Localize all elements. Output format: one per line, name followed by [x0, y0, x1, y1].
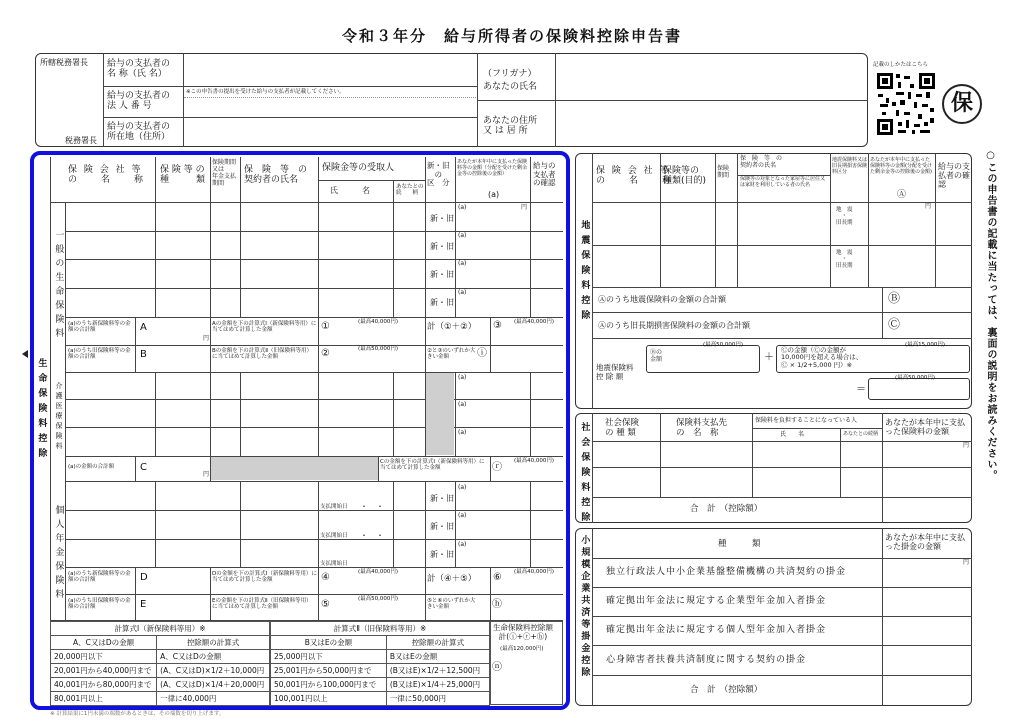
row-e-letter: E	[140, 599, 147, 610]
quake-c-formula: Ⓒの金額（Ⓒの金額が 10,000円を超える場合は、 Ⓒ × 1/2+5,000 円）※	[781, 346, 863, 369]
pension-a-2: (a)	[458, 512, 467, 519]
table-row	[51, 650, 270, 664]
c6-mark: ⑥	[493, 572, 502, 583]
f2-r2-c0: 50,001円から100,000円まで	[271, 678, 387, 692]
f1-r2-c0: 40,001円から80,000円まで	[51, 678, 157, 692]
social-col-paid: あなたが本年中に支払った保険料の金額	[885, 418, 965, 437]
quake-section-label: 地震保険料控除	[579, 220, 590, 325]
newold-p1[interactable]: 新・旧	[430, 494, 454, 503]
f1-r1-c1: (A、C又はD)×1/2＋10,000円	[157, 664, 270, 678]
circ-ha: ⓗ	[492, 599, 502, 610]
row-b-calc: Bの金額を下の計算式Ⅱ（旧保険料等用）に当てはめて計算した金額	[212, 348, 312, 361]
quake-mark-c: Ⓒ	[888, 317, 901, 331]
page-title: 令和３年分 給与所得者の保険料控除申告書	[341, 27, 682, 45]
row-a-calc: Aの金額を下の計算式Ⅰ（新保険料等用）に当てはめて計算した金額	[212, 321, 317, 334]
f1-head-2: 控除額の計算式	[157, 636, 270, 650]
quake-col-paid-mark: Ⓐ	[897, 190, 907, 200]
life-col-recipient: 保険金等の受取人	[322, 163, 395, 173]
formula1-table	[50, 621, 270, 706]
life-footnote: ※ 計算結果に1円未満の端数があるときは、その端数を切り上げます。	[50, 711, 225, 717]
your-name-label: あなたの氏名	[483, 82, 538, 92]
table-row	[271, 650, 490, 664]
f2-r0-c0: 25,000円以下	[271, 650, 387, 664]
life-total-label: 生命保険料控除額 計(ⓘ+ⓡ+ⓗ)	[493, 623, 553, 641]
small-biz-yen: 円	[963, 559, 970, 566]
c3-max: (最高40,000円)	[514, 319, 555, 325]
a-mark-r2: (a)	[458, 232, 467, 239]
row-c-label: (a)の金額の合計額	[68, 464, 115, 470]
c-max: (最高40,000円)	[514, 458, 555, 464]
quake-col-object: 保険等の対象となった家屋等に居住又は家財を利用している者の氏名	[740, 176, 826, 188]
f1-r1-c0: 20,001円から40,000円まで	[51, 664, 157, 678]
care-a-1: (a)	[458, 374, 467, 381]
small-biz-col-paid: あなたが本年中に支払った掛金の金額	[885, 533, 965, 552]
care-label: 介護医療保険料	[55, 382, 64, 452]
pension-a-1: (a)	[458, 484, 467, 491]
newold-r3[interactable]: 新・旧	[430, 270, 454, 279]
life-col-relation: あなたとの 続 柄	[396, 184, 424, 197]
qr-caption: 記載のしかたはこちら	[873, 62, 929, 68]
furigana-label: （フリガナ）	[483, 69, 537, 79]
c3-mark: ③	[493, 320, 502, 331]
small-biz-item-2: 確定拠出年金法に規定する企業型年金加入者掛金	[606, 596, 827, 606]
life-col-paid: あなたが本年中に支払った保険料等の金額（分配を受けた剰余金等の控除後の金額）	[457, 159, 528, 177]
qr-code-icon[interactable]	[876, 72, 936, 136]
f1-r0-c0: 20,000円以下	[51, 650, 157, 664]
row-d-calc: Dの金額を下の計算式Ⅰ（新保険料等用）に当てはめて計算した金額	[212, 571, 317, 584]
row-d-label: (a)のうち新保険料等の金額の合計額	[68, 571, 131, 584]
row-a-label: (a)のうち新保険料等の金額の合計額	[68, 321, 131, 334]
c4-max: (最高40,000円)	[358, 569, 399, 575]
quake-col-paid: あなたが本年中に支払った保険料等の金額(分配を受けた剰余金等の控除後の金額)	[870, 157, 932, 175]
quake-c-max: (最高15,000円)	[905, 342, 946, 348]
payer-address-label: 給与の支払者の 所在地（住所）	[107, 122, 171, 143]
payer-number-field[interactable]	[184, 97, 476, 116]
quake-deduction-label: 地震保険料 控 除 額	[596, 363, 634, 381]
pointer-arrow-icon	[22, 350, 28, 358]
formula2-table	[270, 621, 490, 706]
formula1-title: 計算式Ⅰ（新保険料等用）※	[51, 622, 270, 636]
c5-max: (最高50,000円)	[358, 596, 399, 602]
life-col-newold: 新・旧 の 区 分	[427, 161, 450, 188]
row-b-label: (a)のうち旧保険料等の金額の合計額	[68, 348, 131, 361]
quake-row-old: Ⓐのうち旧長期損害保険料の金額の合計額	[598, 321, 750, 330]
circ-ni: ⓝ	[492, 662, 502, 673]
f1-r3-c1: 一律に40,000円	[157, 692, 270, 706]
small-biz-section-label: 小規模企業共済等掛金控除	[579, 535, 590, 679]
f2-r3-c1: 一律に50,000円	[386, 692, 489, 706]
f1-head-1: A、C又はDの金額	[51, 636, 157, 650]
newold-r1[interactable]: 新・旧	[430, 214, 454, 223]
life-col-kind: 保 険 等 の 種 類	[160, 165, 206, 186]
care-a-3: (a)	[458, 429, 467, 436]
pension-date-2[interactable]: ・ ・	[360, 531, 384, 540]
pension-label: 個人年金保険料	[53, 505, 64, 603]
quake-col-kind: 保険等の 種類(目的)	[663, 166, 707, 187]
side-instruction-note: ○この申告書の記載に当たっては、裏面の説明をお読みください。	[985, 150, 996, 481]
quake-b-amount-box[interactable]	[646, 345, 760, 373]
quake-b-amount-label: Ⓑの 金額	[650, 349, 663, 363]
row-a-letter: A	[140, 322, 147, 333]
f2-r0-c1: B又はEの金額	[386, 650, 489, 664]
table-row	[51, 664, 270, 678]
quake-type-1[interactable]: 地 震 ・ 旧長期	[836, 207, 853, 226]
f1-r0-c1: A、C又はDの金額	[157, 650, 270, 664]
pension-start-3: 支払開始日	[320, 561, 348, 567]
quake-yen-1: 円	[925, 203, 932, 210]
seal-icon: 保	[942, 84, 982, 124]
a-mark-r3: (a)	[458, 260, 467, 267]
small-biz-item-1: 独立行政法人中小企業基盤整備機構の共済契約の掛金	[606, 567, 847, 577]
quake-col-contractor: 保 険 等 の 契約者の氏名	[740, 155, 783, 169]
pension-date-1[interactable]: ・ ・	[360, 502, 384, 511]
row-c-calc: Cの金額を下の計算式Ⅰ（新保険料等用）に当てはめて計算した金額	[380, 459, 485, 472]
f2-r1-c0: 25,001円から50,000円まで	[271, 664, 387, 678]
row-e-calc: Eの金額を下の計算式Ⅱ（旧保険料等用）に当てはめて計算した金額	[212, 598, 312, 611]
pension-start-1: 支払開始日	[320, 504, 348, 510]
a-mark-r1: (a)	[458, 204, 467, 211]
newold-p2[interactable]: 新・旧	[430, 522, 454, 531]
f1-r2-c1: (A、C又はD)×1/4＋20,000円	[157, 678, 270, 692]
life-col-period: 保険期間 又は 年金支払 期間	[212, 159, 237, 187]
small-biz-item-3: 確定拠出年金法に規定する個人型年金加入者掛金	[606, 625, 827, 635]
quake-total-max: (最高50,000円)	[895, 375, 936, 381]
quake-equals: ＝	[856, 384, 866, 395]
quake-row-quake: Ⓐのうち地震保険料の金額の合計額	[598, 295, 726, 304]
table-row	[271, 678, 490, 692]
social-col-name: 氏 名	[780, 431, 805, 438]
payer-number-note: ※この申告書の提出を受けた給与の支払者が記載してください。	[186, 89, 345, 95]
tax-office-suffix: 税務署長	[65, 136, 97, 145]
social-col-relation: あなたとの続柄	[843, 431, 879, 437]
c2-mark: ②	[321, 348, 330, 359]
quake-col-period: 保険 期間	[717, 165, 730, 179]
your-address-label: あなたの住所 又 は 居 所	[483, 116, 538, 137]
quake-col-company: 保 険 会 社 等 の 名 称	[596, 166, 674, 187]
sum12-label: 計（①＋②）	[427, 322, 477, 332]
c1-max: (最高40,000円)	[358, 319, 399, 325]
social-total: 合 計 （控除額）	[690, 504, 763, 514]
small-biz-total: 合 計 （控除額）	[690, 685, 763, 695]
c1-mark: ①	[321, 321, 330, 332]
tax-office-label: 所轄税務署長	[40, 58, 88, 67]
social-col-payee: 保険料支払先 の 名 称	[676, 418, 728, 438]
c4-mark: ④	[321, 572, 330, 583]
life-section-label: 生命保険料控除	[36, 358, 47, 463]
life-col-recipient-name: 氏 名	[330, 186, 370, 195]
f2-r2-c1: (B又はE)×1/4＋25,000円	[386, 678, 489, 692]
sum45-label: 計（④＋⑤）	[427, 574, 477, 584]
payer-address-field[interactable]	[184, 118, 476, 146]
f1-r3-c0: 80,001円以上	[51, 692, 157, 706]
f2-head-1: B又はEの金額	[271, 636, 387, 650]
f2-head-2: 控除額の計算式	[386, 636, 489, 650]
life-total-max: (最高120,000円)	[500, 646, 544, 652]
quake-mark-b: Ⓑ	[888, 291, 901, 305]
life-col-contractor: 保 険 等 の 契約者の氏名	[244, 165, 308, 186]
row-b-letter: B	[140, 349, 147, 360]
table-row	[271, 664, 490, 678]
table-row	[51, 692, 270, 706]
yen-r1: 円	[521, 204, 528, 211]
payer-name-field[interactable]	[184, 54, 476, 85]
circ-i: ⓘ	[477, 348, 487, 359]
care-a-2: (a)	[458, 401, 467, 408]
life-col-paid-a: (a)	[488, 190, 500, 199]
row-e-label: (a)のうち旧保険料等の金額の合計額	[68, 598, 131, 611]
small-biz-col-kind: 種 類	[718, 539, 761, 549]
general-life-label: 一般の生命保険料	[53, 230, 64, 342]
quake-col-type: 地震保険料又は旧長期損害保険料区分	[832, 157, 868, 175]
pension-a-3: (a)	[458, 541, 467, 548]
quake-type-2[interactable]: 地 震 ・ 旧長期	[836, 250, 853, 269]
row-c-yen: 円	[203, 471, 210, 478]
c2-max: (最高50,000円)	[358, 346, 399, 352]
c5-mark: ⑤	[321, 599, 330, 610]
social-yen: 円	[963, 442, 970, 449]
quake-b-max: (最高50,000円)	[703, 342, 744, 348]
newold-r2[interactable]: 新・旧	[430, 242, 454, 251]
row-a-yen: 円	[203, 335, 210, 342]
formula2-title: 計算式Ⅱ（旧保険料等用）※	[271, 622, 490, 636]
circ-ro: ⓡ	[492, 462, 502, 473]
c6-max: (最高40,000円)	[514, 569, 555, 575]
your-address-field[interactable]	[556, 101, 867, 146]
table-row	[271, 692, 490, 706]
small-biz-section	[575, 528, 972, 706]
newold-p3[interactable]: 新・旧	[430, 550, 454, 559]
your-name-field[interactable]	[556, 54, 867, 99]
social-col-kind: 社会保険 の 種 類	[605, 418, 640, 438]
f2-r3-c0: 100,001円以上	[271, 692, 387, 706]
pension-start-2: 支払開始日	[320, 533, 348, 539]
payer-name-label: 給与の支払者の 名 称（氏 名）	[107, 59, 171, 80]
newold-r4[interactable]: 新・旧	[430, 298, 454, 307]
social-section-label: 社会保険料控除	[579, 422, 590, 527]
life-col-payer-confirm: 給与の支払者の確認	[533, 161, 556, 188]
social-col-burden: 保険料を負担することになっている人	[755, 417, 858, 424]
life-col-company: 保 険 会 社 等 の 名 称	[68, 165, 146, 186]
quake-plus: ＋	[764, 352, 774, 363]
row-c-letter: C	[140, 462, 147, 473]
table-row	[51, 678, 270, 692]
a-mark-r4: (a)	[458, 289, 467, 296]
larger23-label: ②と③のいずれか大きい金額	[427, 348, 476, 361]
payer-number-label: 給与の支払者の 法 人 番 号	[107, 91, 171, 112]
small-biz-item-4: 心身障害者扶養共済制度に関する契約の掛金	[606, 655, 807, 665]
larger56-label: ⑤と⑥のいずれか大きい金額	[427, 598, 476, 611]
f2-r1-c1: (B又はE)×1/2＋12,500円	[386, 664, 489, 678]
row-d-letter: D	[140, 572, 148, 583]
quake-col-confirm: 給与の支払者の確認	[938, 162, 970, 190]
